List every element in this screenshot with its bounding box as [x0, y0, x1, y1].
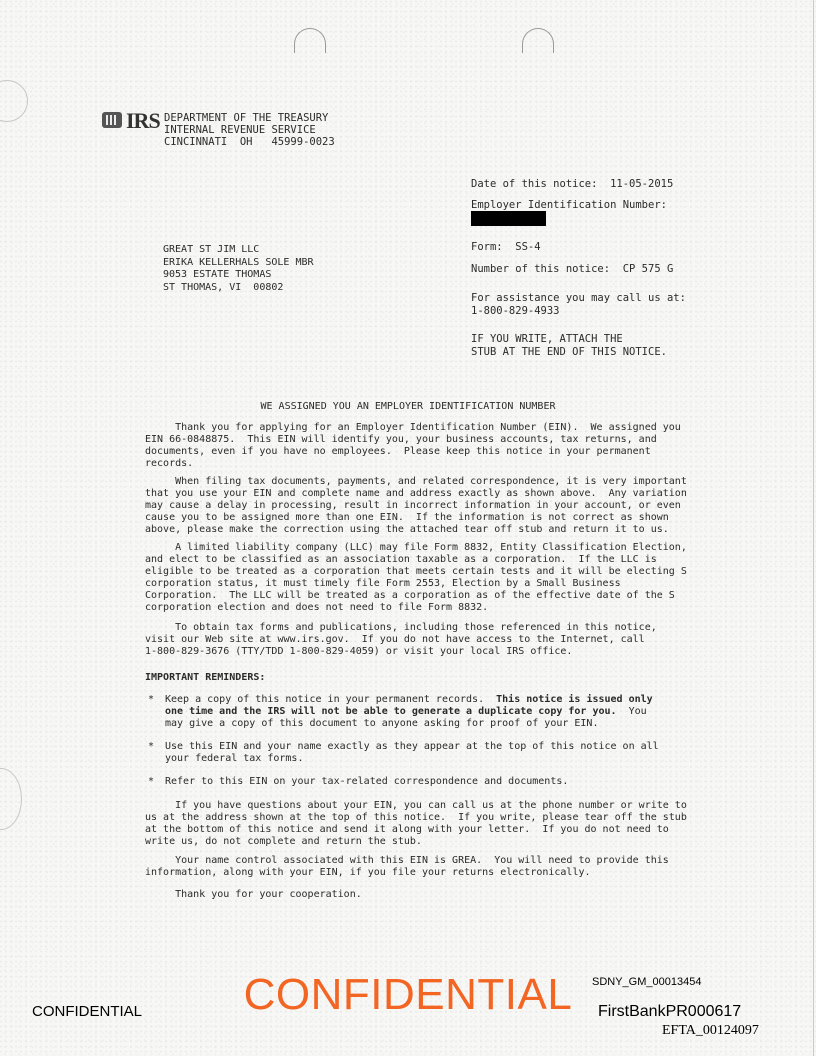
reminder-item [165, 694, 653, 730]
agency-line: DEPARTMENT OF THE TREASURY [164, 112, 329, 124]
write-line: STUB AT THE END OF THIS NOTICE. [471, 346, 667, 358]
reminder-item: Refer to this EIN on your tax-related correspondence and documents. [165, 776, 569, 787]
bullet-icon: * [148, 776, 155, 787]
agency-line: INTERNAL REVENUE SERVICE [164, 124, 316, 136]
write-instructions [471, 333, 667, 359]
bullet-icon: * [148, 741, 155, 752]
assistance-info [471, 292, 686, 318]
punch-hole-icon [522, 28, 554, 53]
recipient-line: ST THOMAS, VI 00802 [163, 281, 284, 293]
recipient-line: ERIKA KELLERHALS SOLE MBR [163, 256, 314, 268]
page-edge [813, 0, 814, 1056]
recipient-line: 9053 ESTATE THOMAS [163, 269, 272, 280]
scan-artifact [0, 768, 22, 830]
assistance-line: For assistance you may call us at: [471, 292, 686, 304]
recipient-line: GREAT ST JIM LLC [163, 244, 260, 255]
form-number: Form: SS-4 [471, 241, 541, 253]
redaction-bar [471, 211, 546, 226]
paragraph-thanks: Thank you for your cooperation. [145, 889, 362, 900]
scan-artifact [0, 80, 28, 122]
ein-label: Employer Identification Number: [471, 199, 667, 211]
agency-address [164, 112, 335, 148]
bates-number-efta: EFTA_00124097 [662, 1023, 759, 1038]
notice-heading: WE ASSIGNED YOU AN EMPLOYER IDENTIFICATION NUMBER [260, 401, 556, 412]
bullet-icon: * [148, 694, 155, 705]
paragraph-filing: When filing tax documents, payments, and related correspondence, it is very important that you use your EIN and complete name and address exactly as shown above. Any variation may cause a delay in processing, result in incorrect information in your account, or even cause you to be assigned more than one EIN. If the information is not correct as shown above, please make the correction using the attached tear off stub and return it to us. [145, 476, 687, 535]
irs-eagle-icon [102, 112, 122, 128]
paragraph-forms: To obtain tax forms and publications, including those referenced in this notice, visit our Web site at www.irs.gov. If you do not have access to the Internet, call 1-800-829-3676 (TTY/TDD 1-800-829-4059) or visit your local IRS office. [145, 622, 657, 657]
agency-line: CINCINNATI OH 45999-0023 [164, 136, 335, 148]
assistance-phone: 1-800-829-4933 [471, 305, 560, 317]
notice-date: Date of this notice: 11-05-2015 [471, 178, 674, 190]
write-line: IF YOU WRITE, ATTACH THE [471, 333, 623, 345]
confidential-stamp: CONFIDENTIAL [243, 970, 573, 1019]
bates-number-bank: FirstBankPR000617 [598, 1003, 742, 1020]
confidential-label: CONFIDENTIAL [32, 1003, 143, 1020]
reminders-label: IMPORTANT REMINDERS: [145, 672, 266, 683]
paragraph-name-control: Your name control associated with this EIN is GREA. You will need to provide this information, along with your EIN, if you file your returns electronically. [145, 855, 669, 878]
reminder-emphasis: This notice is issued only one time and the IRS will not be able to generate a duplicate copy for you. [165, 694, 653, 717]
reminder-text: You may give a copy of this document to anyone asking for proof of your EIN. [165, 706, 647, 729]
irs-logo-text: IRS [126, 108, 160, 133]
reminder-item: Use this EIN and your name exactly as they appear at the top of this notice on all your federal tax forms. [165, 741, 659, 764]
bates-number-sdny: SDNY_GM_00013454 [592, 976, 702, 988]
paragraph-llc: A limited liability company (LLC) may file Form 8832, Entity Classification Election, and elect to be classified as an association taxable as a corporation. If the LLC is eligible to be treated as a corporation that meets certain tests and it will be electing S corporation status, it must timely file Form 2553, Election by a Small Business Corporation. The LLC will be treated as a corporation as of the effective date of the S corporation election and does not need to file Form 8832. [145, 542, 687, 613]
paragraph-ein-assigned: Thank you for applying for an Employer Identification Number (EIN). We assigned you EIN 66-0848875. This EIN will identify you, your business accounts, tax returns, and documents, even if you have no employees. Please keep this notice in your permanent records. [145, 422, 681, 469]
recipient-address [163, 244, 314, 294]
punch-hole-icon [294, 28, 326, 53]
paragraph-questions: If you have questions about your EIN, you can call us at the phone number or write to us at the address shown at the top of this notice. If you write, please tear off the stub at the bottom of this notice and send it along with your letter. If you do not need to write us, do not complete and return the stub. [145, 800, 687, 847]
notice-number: Number of this notice: CP 575 G [471, 263, 674, 275]
reminder-text: Keep a copy of this notice in your permanent records. [165, 694, 497, 705]
